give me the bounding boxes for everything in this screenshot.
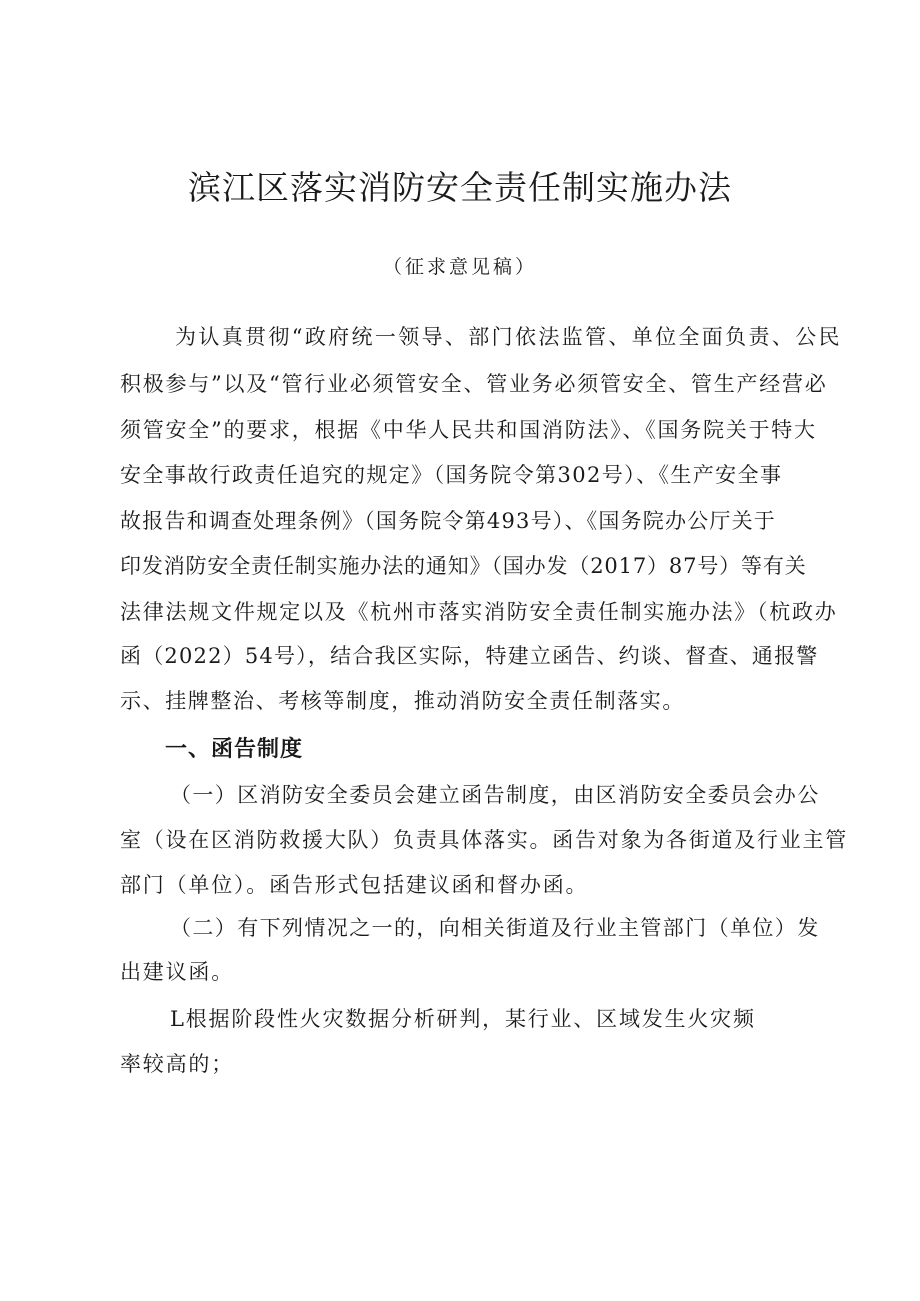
intro-line: 故报告和调查处理条例》（国务院令第493号）、《国务院办公厅关于: [120, 509, 776, 533]
document-subtitle: （征求意见稿）: [382, 256, 537, 278]
intro-line: 印发消防安全责任制实施办法的通知》（国办发（2017）87号）等有关: [120, 554, 807, 578]
document-title: 滨江区落实消防安全责任制实施办法: [188, 168, 732, 207]
intro-line: 积极参与”以及“管行业必须管安全、管业务必须管安全、管生产经营必: [120, 372, 828, 396]
item-line: 室（设在区消防救援大队）负责具体落实。函告对象为各街道及行业主管: [120, 828, 848, 852]
intro-line: 函（2022）54号），结合我区实际，特建立函告、约谈、督查、通报警: [120, 644, 819, 668]
intro-line: 安全事故行政责任追究的规定》（国务院令第302号）、《生产安全事: [120, 463, 783, 487]
item-line: 出建议函。: [120, 960, 234, 984]
item-line: （一）区消防安全委员会建立函告制度，由区消防安全委员会办公: [170, 783, 820, 807]
intro-line: 法律法规文件规定以及《杭州市落实消防安全责任制实施办法》（杭政办: [120, 600, 838, 624]
item-line: 率较高的；: [120, 1052, 234, 1076]
section-heading: 一、函告制度: [165, 737, 304, 762]
item-line: L根据阶段性火灾数据分析研判，某行业、区域发生火灾频: [170, 1007, 756, 1031]
item-line: 部门（单位）。函告形式包括建议函和督办函。: [120, 873, 589, 897]
intro-line: 须管安全”的要求，根据《中华人民共和国消防法》、《国务院关于特大: [120, 418, 817, 442]
intro-line: 示、挂牌整治、考核等制度，推动消防安全责任制落实。: [120, 689, 685, 713]
item-line: （二）有下列情况之一的，向相关街道及行业主管部门（单位）发: [170, 916, 820, 940]
intro-line: 为认真贯彻“政府统一领导、部门依法监管、单位全面负责、公民: [175, 325, 842, 349]
